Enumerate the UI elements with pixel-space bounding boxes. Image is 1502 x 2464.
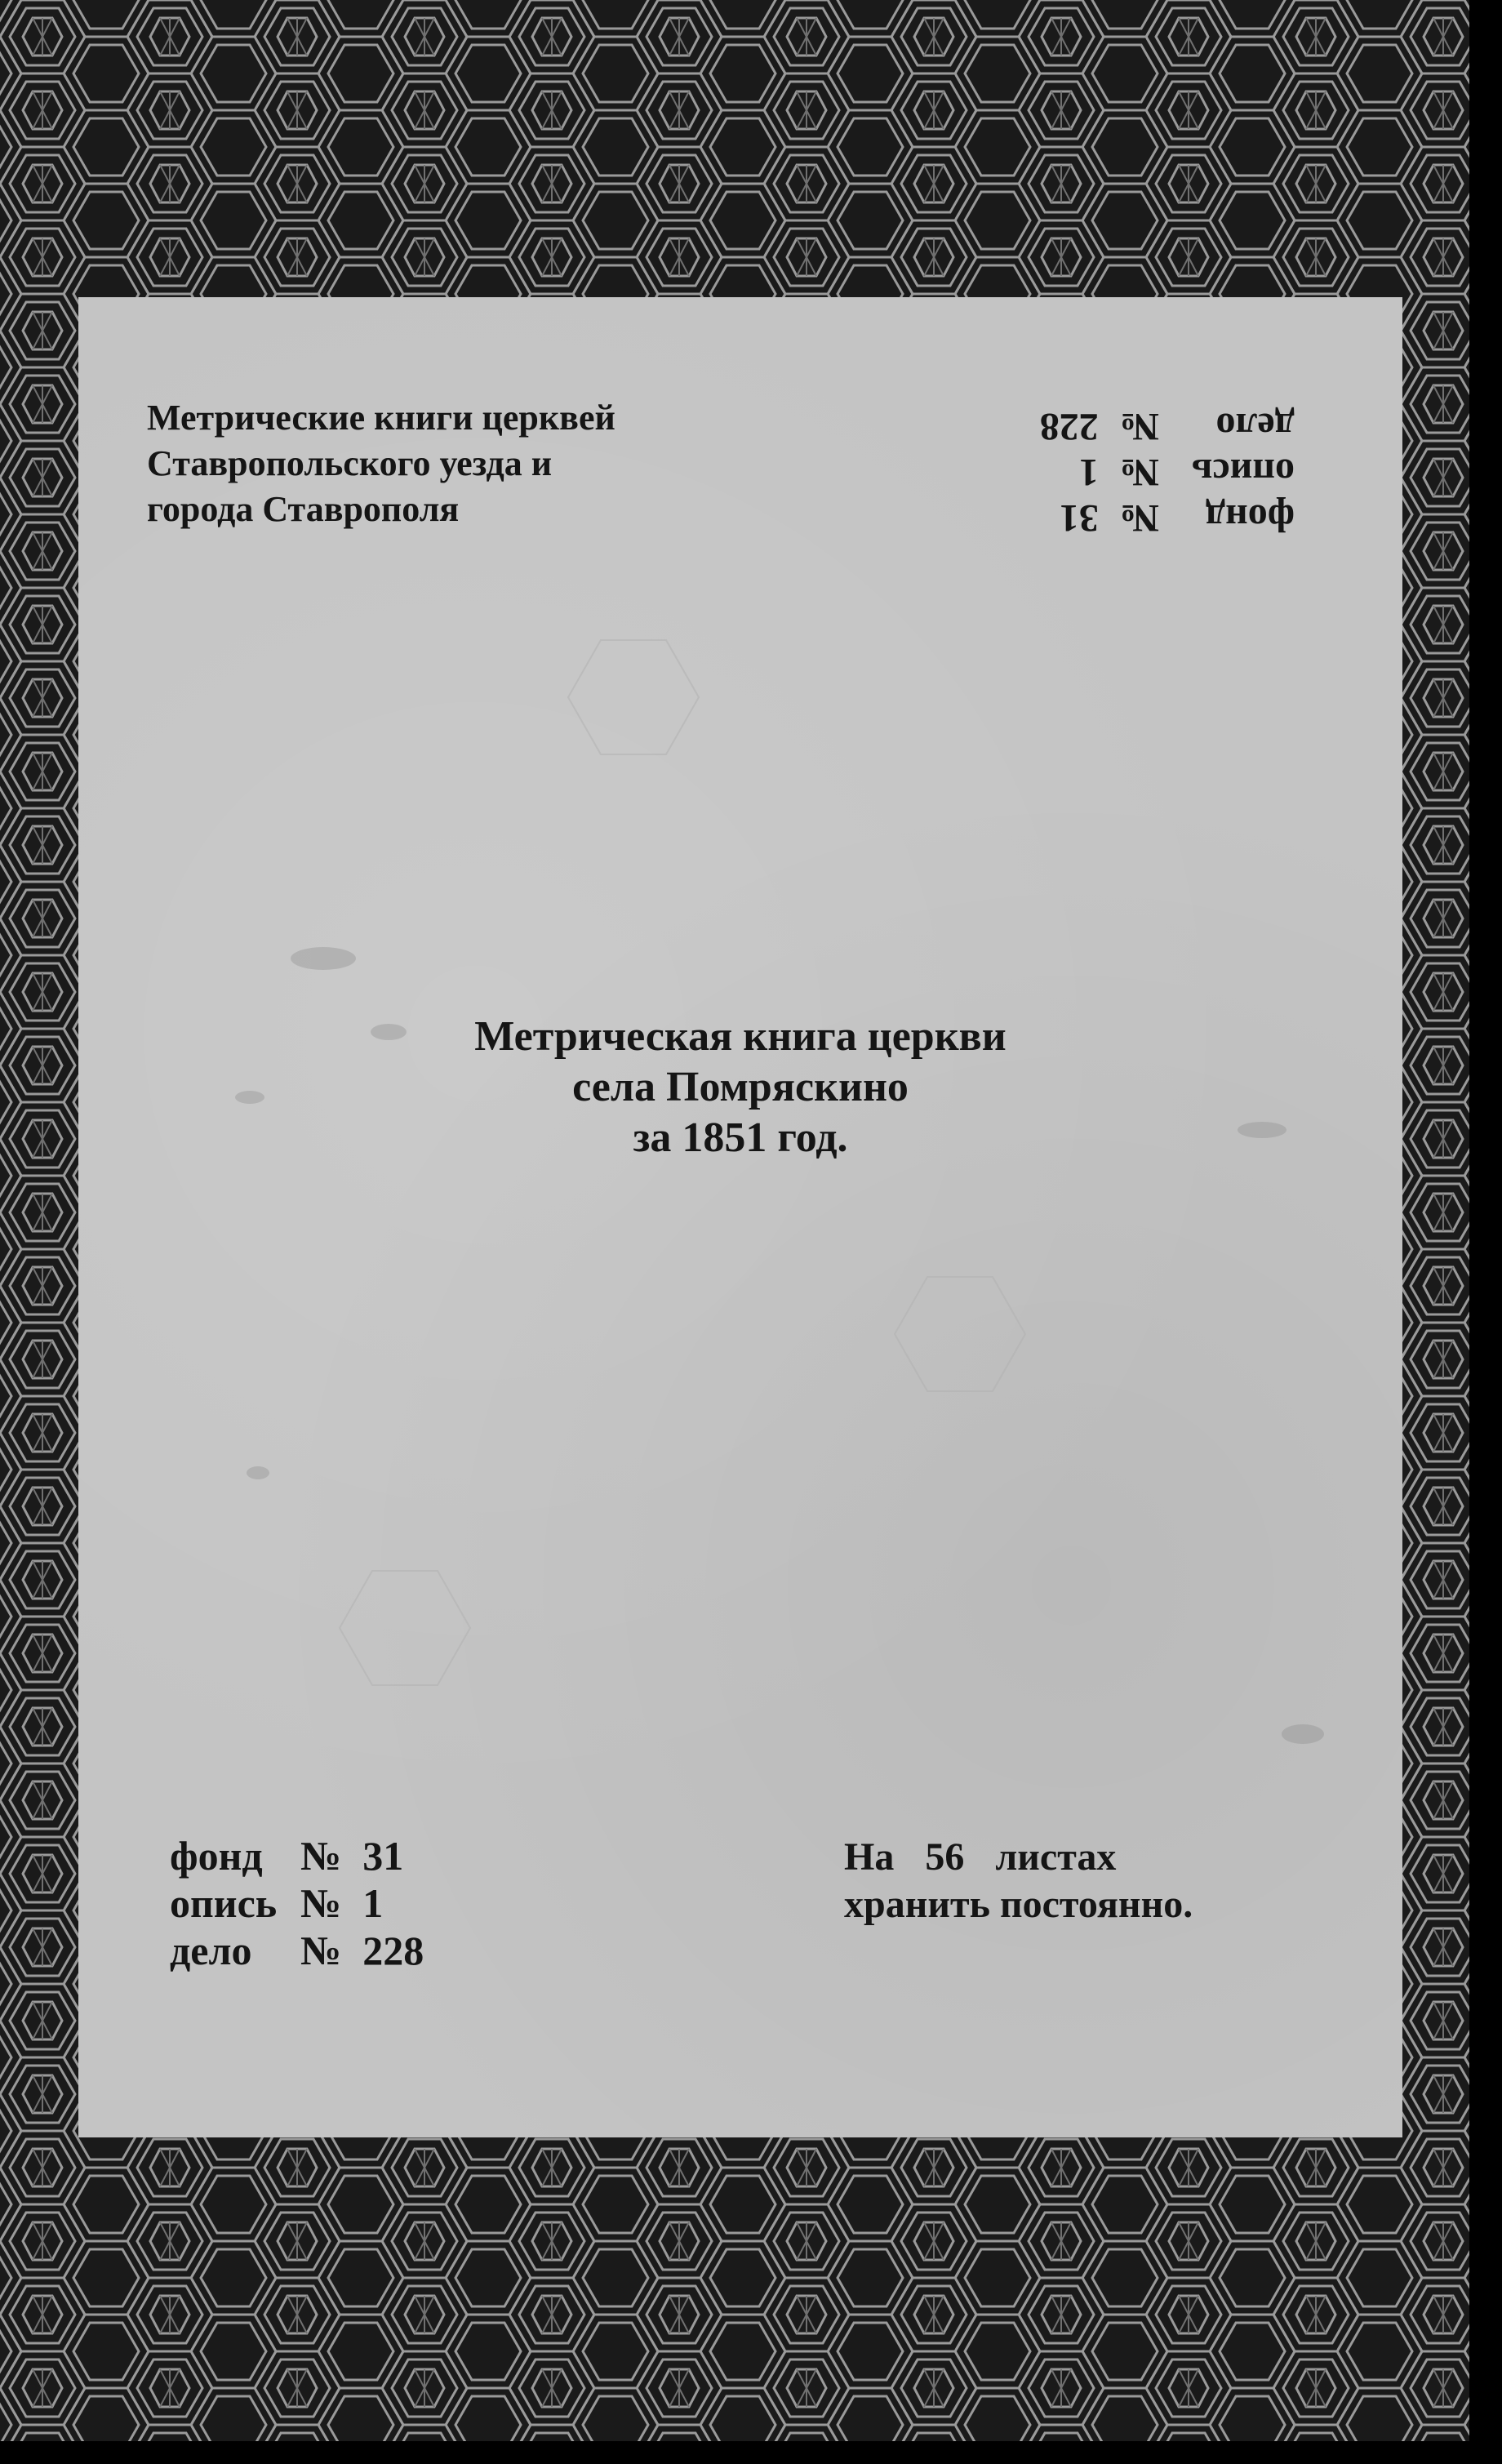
number-sign: № bbox=[300, 1833, 342, 1879]
number-sign: № bbox=[1119, 405, 1159, 448]
sheet-count-number: 56 bbox=[925, 1835, 965, 1879]
storage-note bbox=[844, 1834, 1334, 1928]
series-heading-line: Метрические книги церквей bbox=[147, 398, 615, 438]
series-heading-line: города Ставрополя bbox=[147, 489, 460, 529]
stamp-row-opis bbox=[1017, 449, 1295, 495]
sheet-count-prefix: На bbox=[844, 1835, 895, 1879]
stamp-label: опись bbox=[1192, 451, 1295, 494]
stamp-row-delo bbox=[170, 1927, 578, 1974]
series-heading bbox=[147, 395, 718, 532]
stamp-row-fond bbox=[1017, 495, 1295, 540]
stamp-row-delo bbox=[1017, 403, 1295, 449]
title-line: села Помряскино bbox=[572, 1064, 909, 1110]
stamp-row-opis bbox=[170, 1879, 578, 1927]
stamp-number: 1 bbox=[362, 1880, 384, 1926]
stamp-number: 228 bbox=[362, 1928, 424, 1973]
stamp-label: дело bbox=[1215, 405, 1295, 448]
stamp-label: фонд bbox=[170, 1833, 263, 1879]
stamp-label: опись bbox=[170, 1880, 278, 1926]
number-sign: № bbox=[1119, 451, 1159, 494]
stamp-number: 31 bbox=[362, 1833, 404, 1879]
stamp-label: дело bbox=[170, 1928, 252, 1973]
number-sign: № bbox=[1119, 496, 1159, 540]
number-sign: № bbox=[300, 1928, 342, 1973]
stamp-number: 31 bbox=[1059, 496, 1099, 540]
sheet-count-word: листах bbox=[995, 1835, 1117, 1879]
stamp-row-fond bbox=[170, 1832, 578, 1879]
archive-stamp bbox=[170, 1832, 578, 1974]
stamp-label: фонд bbox=[1205, 496, 1295, 540]
number-sign: № bbox=[300, 1880, 342, 1926]
sheet-count-line bbox=[844, 1834, 1334, 1881]
stamp-number: 228 bbox=[1039, 405, 1099, 448]
series-heading-line: Ставропольского уезда и bbox=[147, 443, 553, 483]
title-line: за 1851 год. bbox=[633, 1114, 848, 1161]
retention-note: хранить постоянно. bbox=[844, 1883, 1193, 1926]
cover-sheet bbox=[78, 297, 1402, 2137]
document-title bbox=[78, 1012, 1402, 1163]
stamp-number: 1 bbox=[1078, 451, 1099, 494]
upside-down-archive-stamp bbox=[1017, 403, 1295, 540]
title-line: Метрическая книга церкви bbox=[474, 1013, 1007, 1060]
